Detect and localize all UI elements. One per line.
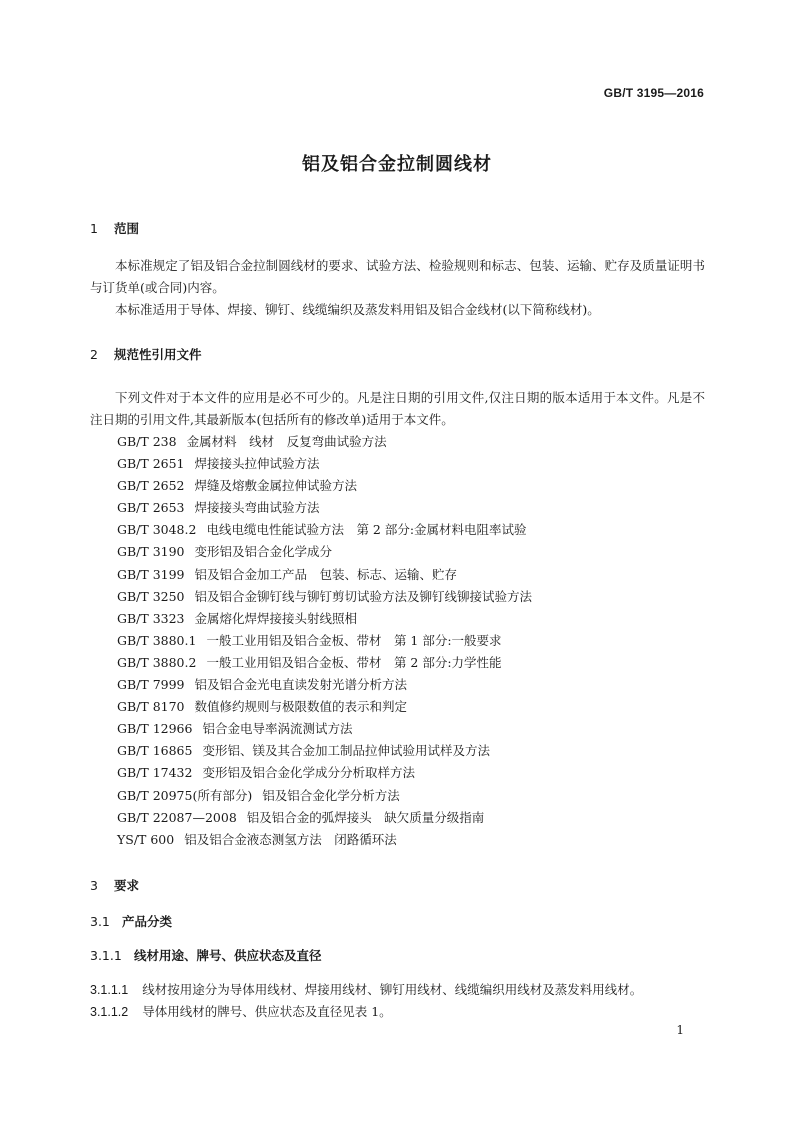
scope-paragraph-2: 本标准适用于导体、焊接、铆钉、线缆编织及蒸发料用铝及铝合金线材(以下简称线材)。	[115, 302, 600, 317]
ref-code: GB/T 3880.1	[117, 632, 197, 648]
section-title: 范围	[114, 221, 140, 236]
reference-item	[90, 608, 705, 630]
ref-code: GB/T 22087—2008	[117, 809, 237, 825]
ref-title: 铝及铝合金的弧焊接头 缺欠质量分级指南	[246, 809, 485, 825]
ref-title: 铝合金电导率涡流测试方法	[202, 721, 353, 737]
clause-number: 3.1.1.1	[90, 983, 129, 997]
page-number: 1	[676, 1023, 684, 1037]
ref-title: 变形铝及铝合金化学成分分析取样方法	[202, 765, 415, 781]
reference-item	[90, 431, 705, 453]
ref-title: 数值修约规则与极限数值的表示和判定	[194, 699, 408, 715]
ref-code: YS/T 600	[117, 831, 175, 847]
reference-item	[90, 807, 705, 829]
section-number: 1	[90, 221, 98, 236]
reference-item	[90, 497, 705, 519]
clause-3-1-1-2	[90, 1002, 392, 1020]
section-2-heading	[90, 345, 202, 363]
scope-body	[90, 255, 705, 321]
clause-text: 导体用线材的牌号、供应状态及直径见表 1。	[142, 1004, 392, 1019]
subsection-title: 产品分类	[122, 914, 173, 929]
section-number: 2	[90, 347, 98, 362]
refs-intro	[90, 387, 705, 431]
ref-title: 一般工业用铝及铝合金板、带材 第 1 部分:一般要求	[206, 632, 502, 648]
ref-code: GB/T 2653	[117, 500, 185, 516]
ref-code: GB/T 3880.2	[117, 654, 197, 670]
section-3-heading	[90, 876, 139, 894]
ref-title: 铝及铝合金化学分析方法	[262, 787, 400, 803]
refs-intro-paragraph: 下列文件对于本文件的应用是必不可少的。凡是注日期的引用文件,仅注日期的版本适用于本文件。凡是不注日期的引用文件,其最新版本(包括所有的修改单)适用于本文件。	[90, 390, 705, 427]
ref-code: GB/T 3190	[117, 544, 185, 560]
section-title: 要求	[114, 878, 140, 893]
reference-item	[90, 519, 705, 541]
section-title: 规范性引用文件	[114, 347, 202, 362]
clause-3-1-1-1	[90, 980, 642, 998]
ref-title: 焊缝及熔敷金属拉伸试验方法	[194, 478, 358, 494]
reference-item	[90, 652, 705, 674]
ref-title: 金属材料 线材 反复弯曲试验方法	[186, 434, 387, 449]
ref-title: 铝及铝合金铆钉线与铆钉剪切试验方法及铆钉线铆接试验方法	[194, 588, 533, 604]
reference-item	[90, 586, 705, 608]
clause-text: 线材按用途分为导体用线材、焊接用线材、铆钉用线材、线缆编织用线材及蒸发料用线材。	[142, 982, 643, 997]
ref-code: GB/T 8170	[117, 699, 185, 715]
reference-item	[90, 785, 705, 807]
ref-title: 铝及铝合金液态测氢方法 闭路循环法	[184, 831, 397, 847]
ref-title: 铝及铝合金光电直读发射光谱分析方法	[194, 677, 408, 693]
ref-code: GB/T 7999	[117, 677, 185, 693]
reference-item	[90, 541, 705, 563]
ref-title: 焊接接头弯曲试验方法	[194, 500, 320, 516]
ref-title: 变形铝及铝合金化学成分	[194, 544, 333, 560]
ref-code: GB/T 3250	[117, 588, 185, 604]
ref-code: GB/T 3323	[117, 610, 185, 626]
ref-code: GB/T 2652	[117, 478, 185, 494]
reference-item	[90, 829, 705, 851]
ref-code: GB/T 238	[117, 434, 177, 449]
reference-item	[90, 762, 705, 784]
ref-code: GB/T 12966	[117, 721, 193, 737]
section-number: 3	[90, 878, 98, 893]
ref-code: GB/T 3199	[117, 566, 185, 582]
subsection-3-1-heading	[90, 912, 172, 930]
reference-item	[90, 740, 705, 762]
reference-item	[90, 630, 705, 652]
ref-code: GB/T 2651	[117, 456, 185, 472]
ref-code: GB/T 17432	[117, 765, 193, 781]
reference-item	[90, 453, 705, 475]
subsection-number: 3.1.1	[90, 948, 122, 963]
reference-item	[90, 696, 705, 718]
ref-title: 焊接接头拉伸试验方法	[194, 456, 320, 472]
ref-title: 一般工业用铝及铝合金板、带材 第 2 部分:力学性能	[206, 654, 502, 670]
subsection-title: 线材用途、牌号、供应状态及直径	[134, 948, 322, 963]
section-1-heading	[90, 219, 139, 237]
clause-number: 3.1.1.2	[90, 1005, 129, 1019]
subsection-number: 3.1	[90, 914, 110, 929]
ref-title: 铝及铝合金加工产品 包装、标志、运输、贮存	[194, 566, 458, 582]
document-title: 铝及铝合金拉制圆线材	[302, 154, 492, 175]
ref-code: GB/T 16865	[117, 743, 193, 759]
ref-title: 金属熔化焊焊接接头射线照相	[194, 610, 358, 626]
reference-item	[90, 475, 705, 497]
ref-code: GB/T 3048.2	[117, 522, 197, 538]
ref-title: 电线电缆电性能试验方法 第 2 部分:金属材料电阻率试验	[206, 522, 527, 538]
reference-item	[90, 674, 705, 696]
reference-list	[90, 431, 705, 851]
reference-item	[90, 564, 705, 586]
ref-code: GB/T 20975(所有部分)	[117, 787, 253, 803]
subsection-3-1-1-heading	[90, 946, 322, 964]
scope-paragraph-1: 本标准规定了铝及铝合金拉制圆线材的要求、试验方法、检验规则和标志、包装、运输、贮存及质量证明书与订货单(或合同)内容。	[90, 258, 705, 295]
ref-title: 变形铝、镁及其合金加工制品拉伸试验用试样及方法	[202, 743, 490, 759]
standard-code: GB/T 3195—2016	[603, 86, 704, 100]
reference-item	[90, 718, 705, 740]
